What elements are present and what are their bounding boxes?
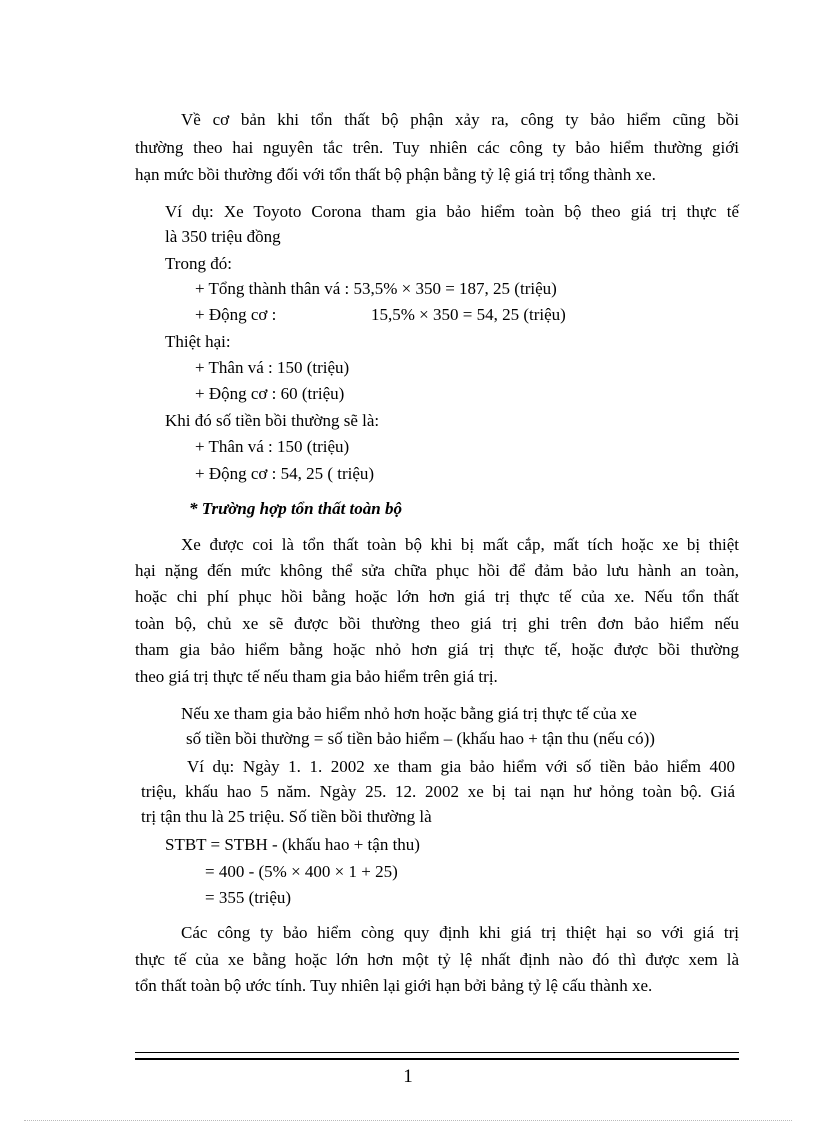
list-heading: Trong đó: [165, 254, 232, 273]
paragraph-line: Nếu xe tham gia bảo hiểm nhỏ hơn hoặc bằng giá trị thực tế của xe [181, 704, 637, 723]
paragraph-line: thực tế của xe bằng hoặc lớn hơn một tỷ lệ nhất định nào đó thì được xem là [135, 950, 739, 969]
paragraph-line: hạn mức bồi thường đối với tổn thất bộ phận bằng tỷ lệ giá trị tổng thành xe. [135, 165, 656, 184]
example-line: triệu, khấu hao 5 năm. Ngày 25. 12. 2002 xe bị tai nạn hư hỏng toàn bộ. Giá [141, 782, 735, 801]
list-item: + Thân vá : 150 (triệu) [195, 358, 350, 377]
paragraph-line: hoặc chi phí phục hồi bằng hoặc lớn hơn giá trị thực tế của xe. Nếu tổn thất [135, 587, 739, 606]
list-heading: Khi đó số tiền bồi thường sẽ là: [165, 411, 380, 430]
formula-line: STBT = STBH - (khấu hao + tận thu) [165, 835, 420, 854]
paragraph-line: theo giá trị thực tế nếu tham gia bảo hiểm trên giá trị. [135, 667, 498, 686]
paragraph-line: hại nặng đến mức không thể sửa chữa phục hồi để đảm bảo lưu hành an toàn, [135, 561, 739, 580]
example-line: là 350 triệu đồng [165, 227, 281, 246]
list-heading: Thiệt hại: [165, 332, 231, 351]
section-heading: * Trường hợp tổn thất toàn bộ [189, 499, 402, 518]
list-item: + Tổng thành thân vá : 53,5% × 350 = 187, 25 (triệu) [195, 279, 557, 298]
page-number: 1 [403, 1066, 413, 1087]
paragraph-line: Về cơ bản khi tổn thất bộ phận xảy ra, công ty bảo hiểm cũng bồi [181, 110, 739, 129]
paragraph-line: tham gia bảo hiểm bằng hoặc nhỏ hơn giá trị thực tế, hoặc được bồi thường [135, 640, 739, 659]
paragraph-line: Các công ty bảo hiểm còng quy định khi giá trị thiệt hại so với giá trị [181, 923, 739, 942]
list-item-value: 15,5% × 350 = 54, 25 (triệu) [371, 305, 566, 324]
example-line: Ví dụ: Ngày 1. 1. 2002 xe tham gia bảo hiểm với số tiền bảo hiểm 400 [187, 757, 735, 776]
footer-rule [135, 1052, 739, 1060]
list-item: + Động cơ : 60 (triệu) [195, 384, 345, 403]
paragraph-line: tổn thất toàn bộ ước tính. Tuy nhiên lại giới hạn bởi bảng tỷ lệ cấu thành xe. [135, 976, 653, 995]
example-line: Ví dụ: Xe Toyoto Corona tham gia bảo hiểm toàn bộ theo giá trị thực tế [165, 202, 739, 221]
list-item: + Động cơ : [195, 305, 277, 324]
list-item: + Thân vá : 150 (triệu) [195, 437, 350, 456]
list-item: + Động cơ : 54, 25 ( triệu) [195, 464, 375, 483]
formula-line: = 355 (triệu) [205, 888, 292, 907]
page-bottom-border [24, 1120, 792, 1121]
paragraph-line: toàn bộ, chủ xe sẽ được bồi thường theo giá trị ghi trên đơn bảo hiểm nếu [135, 614, 739, 633]
paragraph-line: Xe được coi là tổn thất toàn bộ khi bị mất cắp, mất tích hoặc xe bị thiệt [181, 535, 739, 554]
formula-line: số tiền bồi thường = số tiền bảo hiểm – (khấu hao + tận thu (nếu có)) [186, 729, 655, 748]
paragraph-line: thường theo hai nguyên tắc trên. Tuy nhiên các công ty bảo hiểm thường giới [135, 138, 739, 157]
formula-line: = 400 - (5% × 400 × 1 + 25) [205, 862, 398, 881]
example-line: trị tận thu là 25 triệu. Số tiền bồi thường là [141, 807, 432, 826]
